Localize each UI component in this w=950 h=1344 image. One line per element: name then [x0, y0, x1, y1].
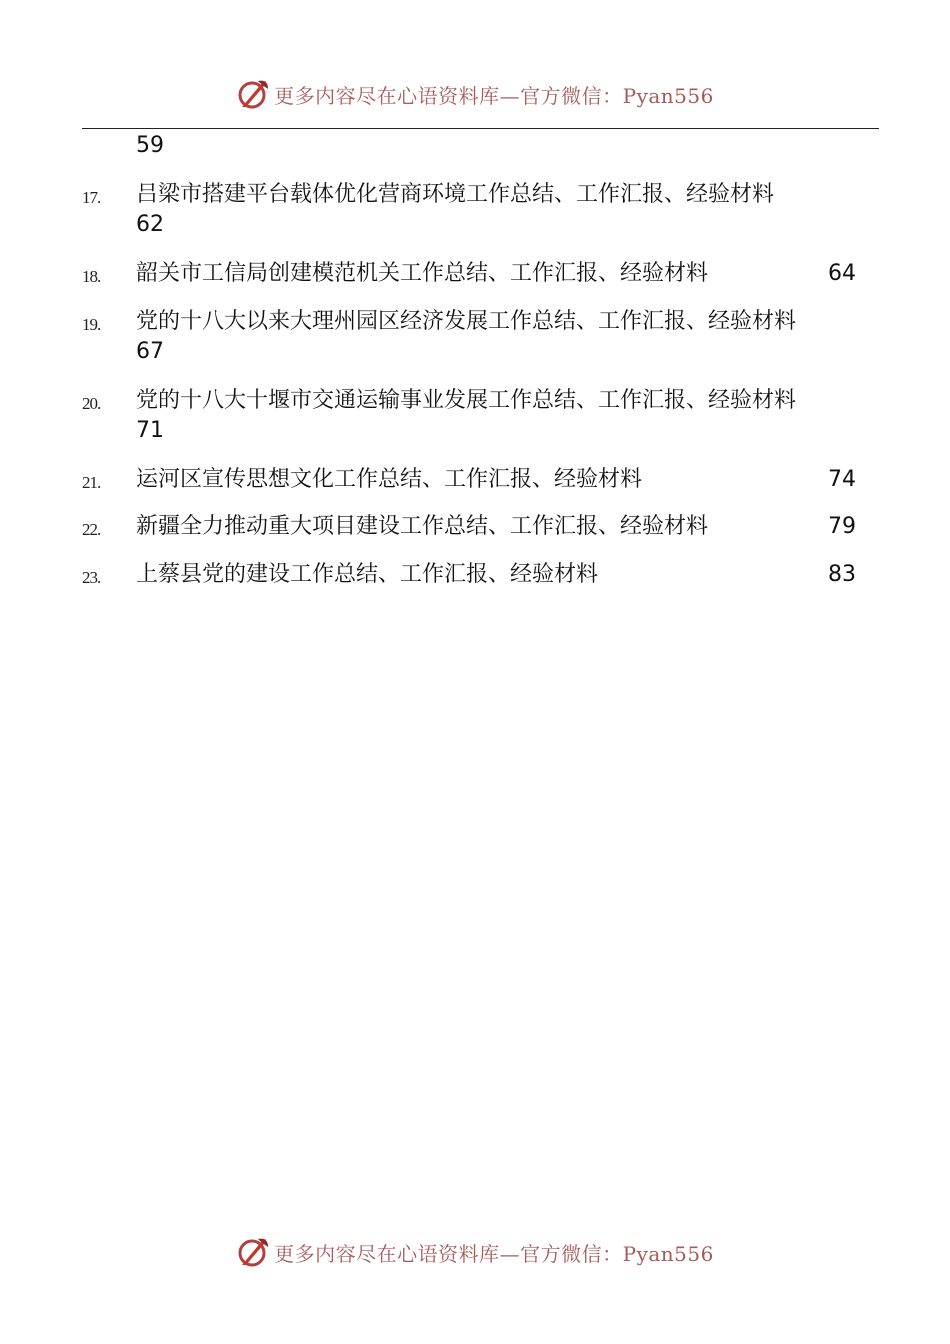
toc-entry-page: 71: [136, 418, 164, 443]
header-banner-text: 更多内容尽在心语资料库—官方微信：Pyan556: [274, 83, 714, 108]
footer-banner-text: 更多内容尽在心语资料库—官方微信：Pyan556: [274, 1241, 714, 1266]
toc-entry-title: 吕梁市搭建平台载体优化营商环境工作总结、工作汇报、经验材料: [136, 182, 775, 207]
toc-entry-page: 62: [136, 212, 164, 237]
footer-banner: [0, 1232, 950, 1272]
continued-page-number: 59: [136, 133, 164, 158]
toc-entry-page: 67: [136, 339, 164, 364]
toc-entry-number: 18.: [82, 267, 101, 286]
toc-entry-number: 22.: [82, 520, 101, 539]
toc-entry-title: 韶关市工信局创建模范机关工作总结、工作汇报、经验材料: [136, 261, 709, 286]
toc-entry-number: 19.: [82, 315, 101, 334]
toc-entry-page: 79: [828, 514, 856, 539]
toc-entry-page: 74: [828, 467, 856, 492]
toc-entry-title: 新疆全力推动重大项目建设工作总结、工作汇报、经验材料: [136, 514, 709, 539]
toc-entry-number: 20.: [82, 394, 101, 413]
quill-logo-icon: [236, 1235, 270, 1269]
toc-entry-title: 运河区宣传思想文化工作总结、工作汇报、经验材料: [136, 467, 643, 492]
toc-entry-number: 17.: [82, 188, 101, 207]
toc-entry-number: 21.: [82, 473, 101, 492]
toc-entry-title: 党的十八大以来大理州园区经济发展工作总结、工作汇报、经验材料: [136, 309, 797, 334]
toc-entry-page: 83: [828, 562, 856, 587]
toc-entry-page: 64: [828, 261, 856, 286]
toc-entry-number: 23.: [82, 568, 101, 587]
toc-entry-title: 党的十八大十堰市交通运输事业发展工作总结、工作汇报、经验材料: [136, 388, 797, 413]
toc-entry-title: 上蔡县党的建设工作总结、工作汇报、经验材料: [136, 562, 599, 587]
